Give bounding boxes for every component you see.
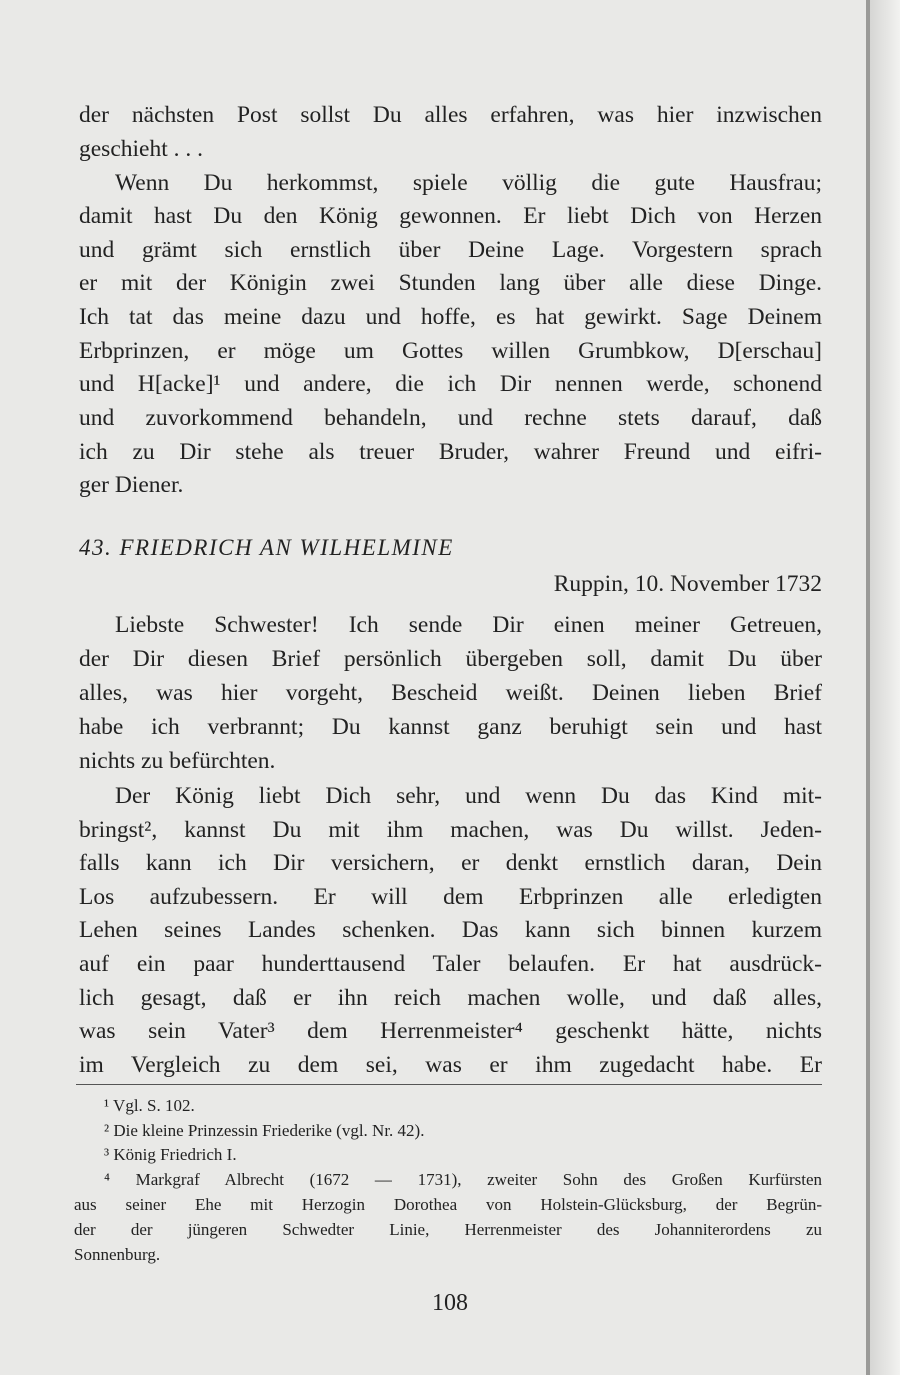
text-line: Der König liebt Dich sehr, und wenn Du das Kind mit- (115, 783, 822, 809)
page-edge (866, 0, 870, 1375)
text-line: lich gesagt, daß er ihn reich machen wolle, und daß alles, (79, 985, 822, 1011)
text-line: Los aufzubessern. Er will dem Erbprinzen alle erledigten (79, 884, 822, 910)
footnote: ¹ Vgl. S. 102. (104, 1096, 195, 1115)
text-line: und H[acke]¹ und andere, die ich Dir nennen werde, schonend (79, 371, 822, 397)
text-line: bringst², kannst Du mit ihm machen, was Du willst. Jeden- (79, 817, 822, 843)
text-line: ich zu Dir stehe als treuer Bruder, wahrer Freund und eifri- (79, 439, 822, 465)
footnote: ⁴ Markgraf Albrecht (1672 — 1731), zweiter Sohn des Großen Kurfürsten (104, 1170, 822, 1189)
text-line: was sein Vater³ dem Herrenmeister⁴ geschenkt hätte, nichts (79, 1018, 822, 1044)
text-line: Liebste Schwester! Ich sende Dir einen meiner Getreuen, (115, 612, 822, 638)
text-line: Erbprinzen, er möge um Gottes willen Grumbkow, D[erschau] (79, 338, 822, 364)
footnote-line: aus seiner Ehe mit Herzogin Dorothea von Holstein-Glücksburg, der Begrün- (74, 1195, 822, 1214)
footnote-line: Sonnenburg. (74, 1245, 161, 1264)
text-line: im Vergleich zu dem sei, was er ihm zugedacht habe. Er (79, 1052, 822, 1078)
text-line: Ich tat das meine dazu und hoffe, es hat gewirkt. Sage Deinem (79, 304, 822, 330)
text-line: und grämt sich ernstlich über Deine Lage. Vorgestern sprach (79, 237, 822, 263)
letter-date: Ruppin, 10. November 1732 (553, 571, 822, 597)
page-edge-shadow (870, 0, 900, 1375)
footnote-line: der der jüngeren Schwedter Linie, Herrenmeister des Johanniterordens zu (74, 1220, 822, 1239)
page-number: 108 (432, 1290, 468, 1316)
letter-heading: 43. FRIEDRICH AN WILHELMINE (79, 535, 454, 560)
text-line: der nächsten Post sollst Du alles erfahren, was hier inzwischen (79, 102, 822, 128)
footnote-rule (76, 1084, 822, 1085)
text-line: und zuvorkommend behandeln, und rechne stets darauf, daß (79, 405, 822, 431)
footnote: ² Die kleine Prinzessin Friederike (vgl. Nr. 42). (104, 1121, 425, 1140)
text-line: geschieht . . . (79, 136, 203, 162)
text-line: ger Diener. (79, 472, 184, 498)
text-line: Lehen seines Landes schenken. Das kann sich binnen kurzem (79, 917, 822, 943)
text-line: falls kann ich Dir versichern, er denkt ernstlich daran, Dein (79, 850, 822, 876)
text-line: auf ein paar hunderttausend Taler belaufen. Er hat ausdrück- (79, 951, 822, 977)
text-line: damit hast Du den König gewonnen. Er liebt Dich von Herzen (79, 203, 822, 229)
text-line: nichts zu befürchten. (79, 748, 276, 774)
text-line: alles, was hier vorgeht, Bescheid weißt. Deinen lieben Brief (79, 680, 822, 706)
footnote: ³ König Friedrich I. (104, 1145, 237, 1164)
text-line: er mit der Königin zwei Stunden lang über alle diese Dinge. (79, 270, 822, 296)
text-line: Wenn Du herkommst, spiele völlig die gute Hausfrau; (115, 170, 822, 196)
text-line: der Dir diesen Brief persönlich übergeben soll, damit Du über (79, 646, 822, 672)
text-line: habe ich verbrannt; Du kannst ganz beruhigt sein und hast (79, 714, 822, 740)
